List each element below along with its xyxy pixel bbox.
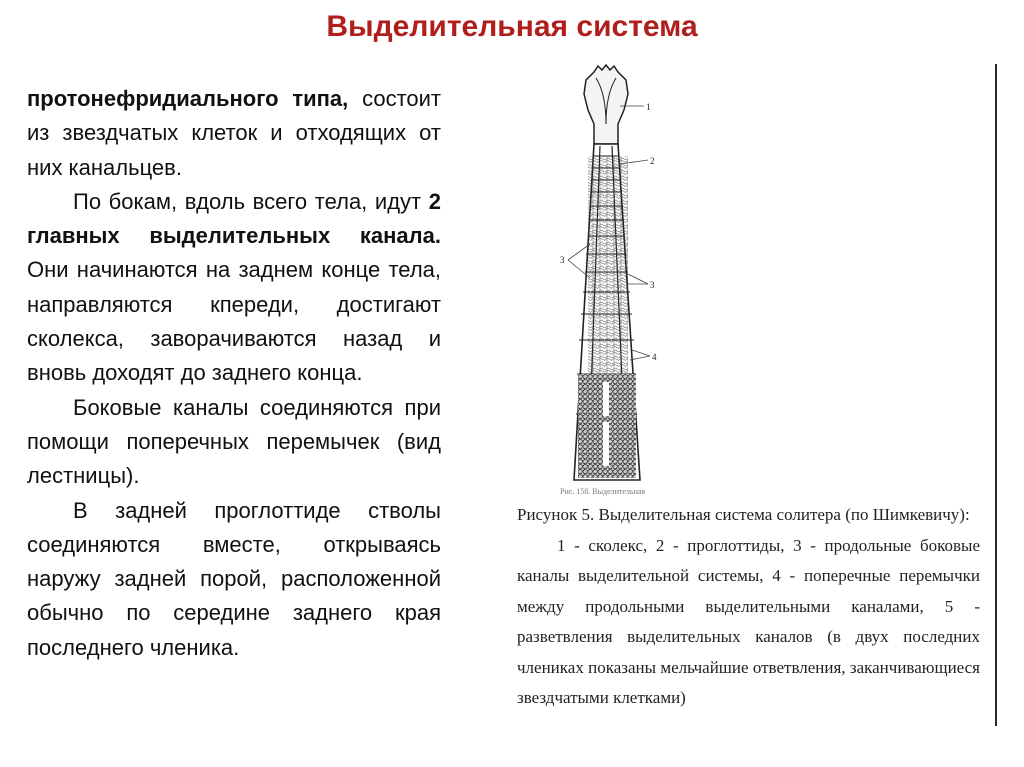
figure-caption-cut: Рис. 158. Выделительная [560,487,646,496]
paragraph-3: Боковые каналы соединяются при помощи поперечных перемычек (вид лестницы). [27,394,441,489]
paragraph-1 [27,82,441,185]
caption-body: 1 - сколекс, 2 - проглоттиды, 3 - продольные боковые каналы выделительной системы, 4 - поперечные перемычки между продольными выделительными каналами, 5 - разветвления выделительных каналов (в двух последних члениках показаны мельчайшие ответвления, заканчивающиеся звездчатыми клетками) [517,535,980,707]
figure-border [995,64,997,726]
caption-heading: Рисунок 5. Выделительная система солитера (по Шимкевичу): [517,505,970,524]
paragraph-4: В задней проглоттиде стволы соединяются вместе, открываясь наружу задней порой, расположенной обычно по середине заднего края последнего членика. [27,497,441,660]
tapeworm-illustration [548,64,668,496]
figure-label-2: 2 [650,156,655,166]
figure-label-3-right: 3 [650,280,655,290]
paragraph-2-bold: 2 главных выделительных канала. [27,188,441,249]
figure-label-4: 4 [652,352,657,362]
slide-title: Выделительная система [326,10,698,43]
figure-caption [517,500,980,714]
paragraph-2-post: Они начинаются на заднем конце тела, направляются кпереди, достигают сколекса, заворачиваются назад и вновь доходят до заднего конца. [27,257,441,386]
paragraph-2 [27,185,441,391]
figure-label-3-left: 3 [560,255,565,265]
paragraph-1-bold: протонефридиального типа, [27,86,349,111]
figure-label-1: 1 [646,102,651,112]
paragraph-2-pre: По бокам, вдоль всего тела, идут [73,188,429,214]
body-text [27,82,441,665]
paragraph-1-text: состоит из звездчатых клеток и отходящих от них канальцев. [27,86,441,180]
